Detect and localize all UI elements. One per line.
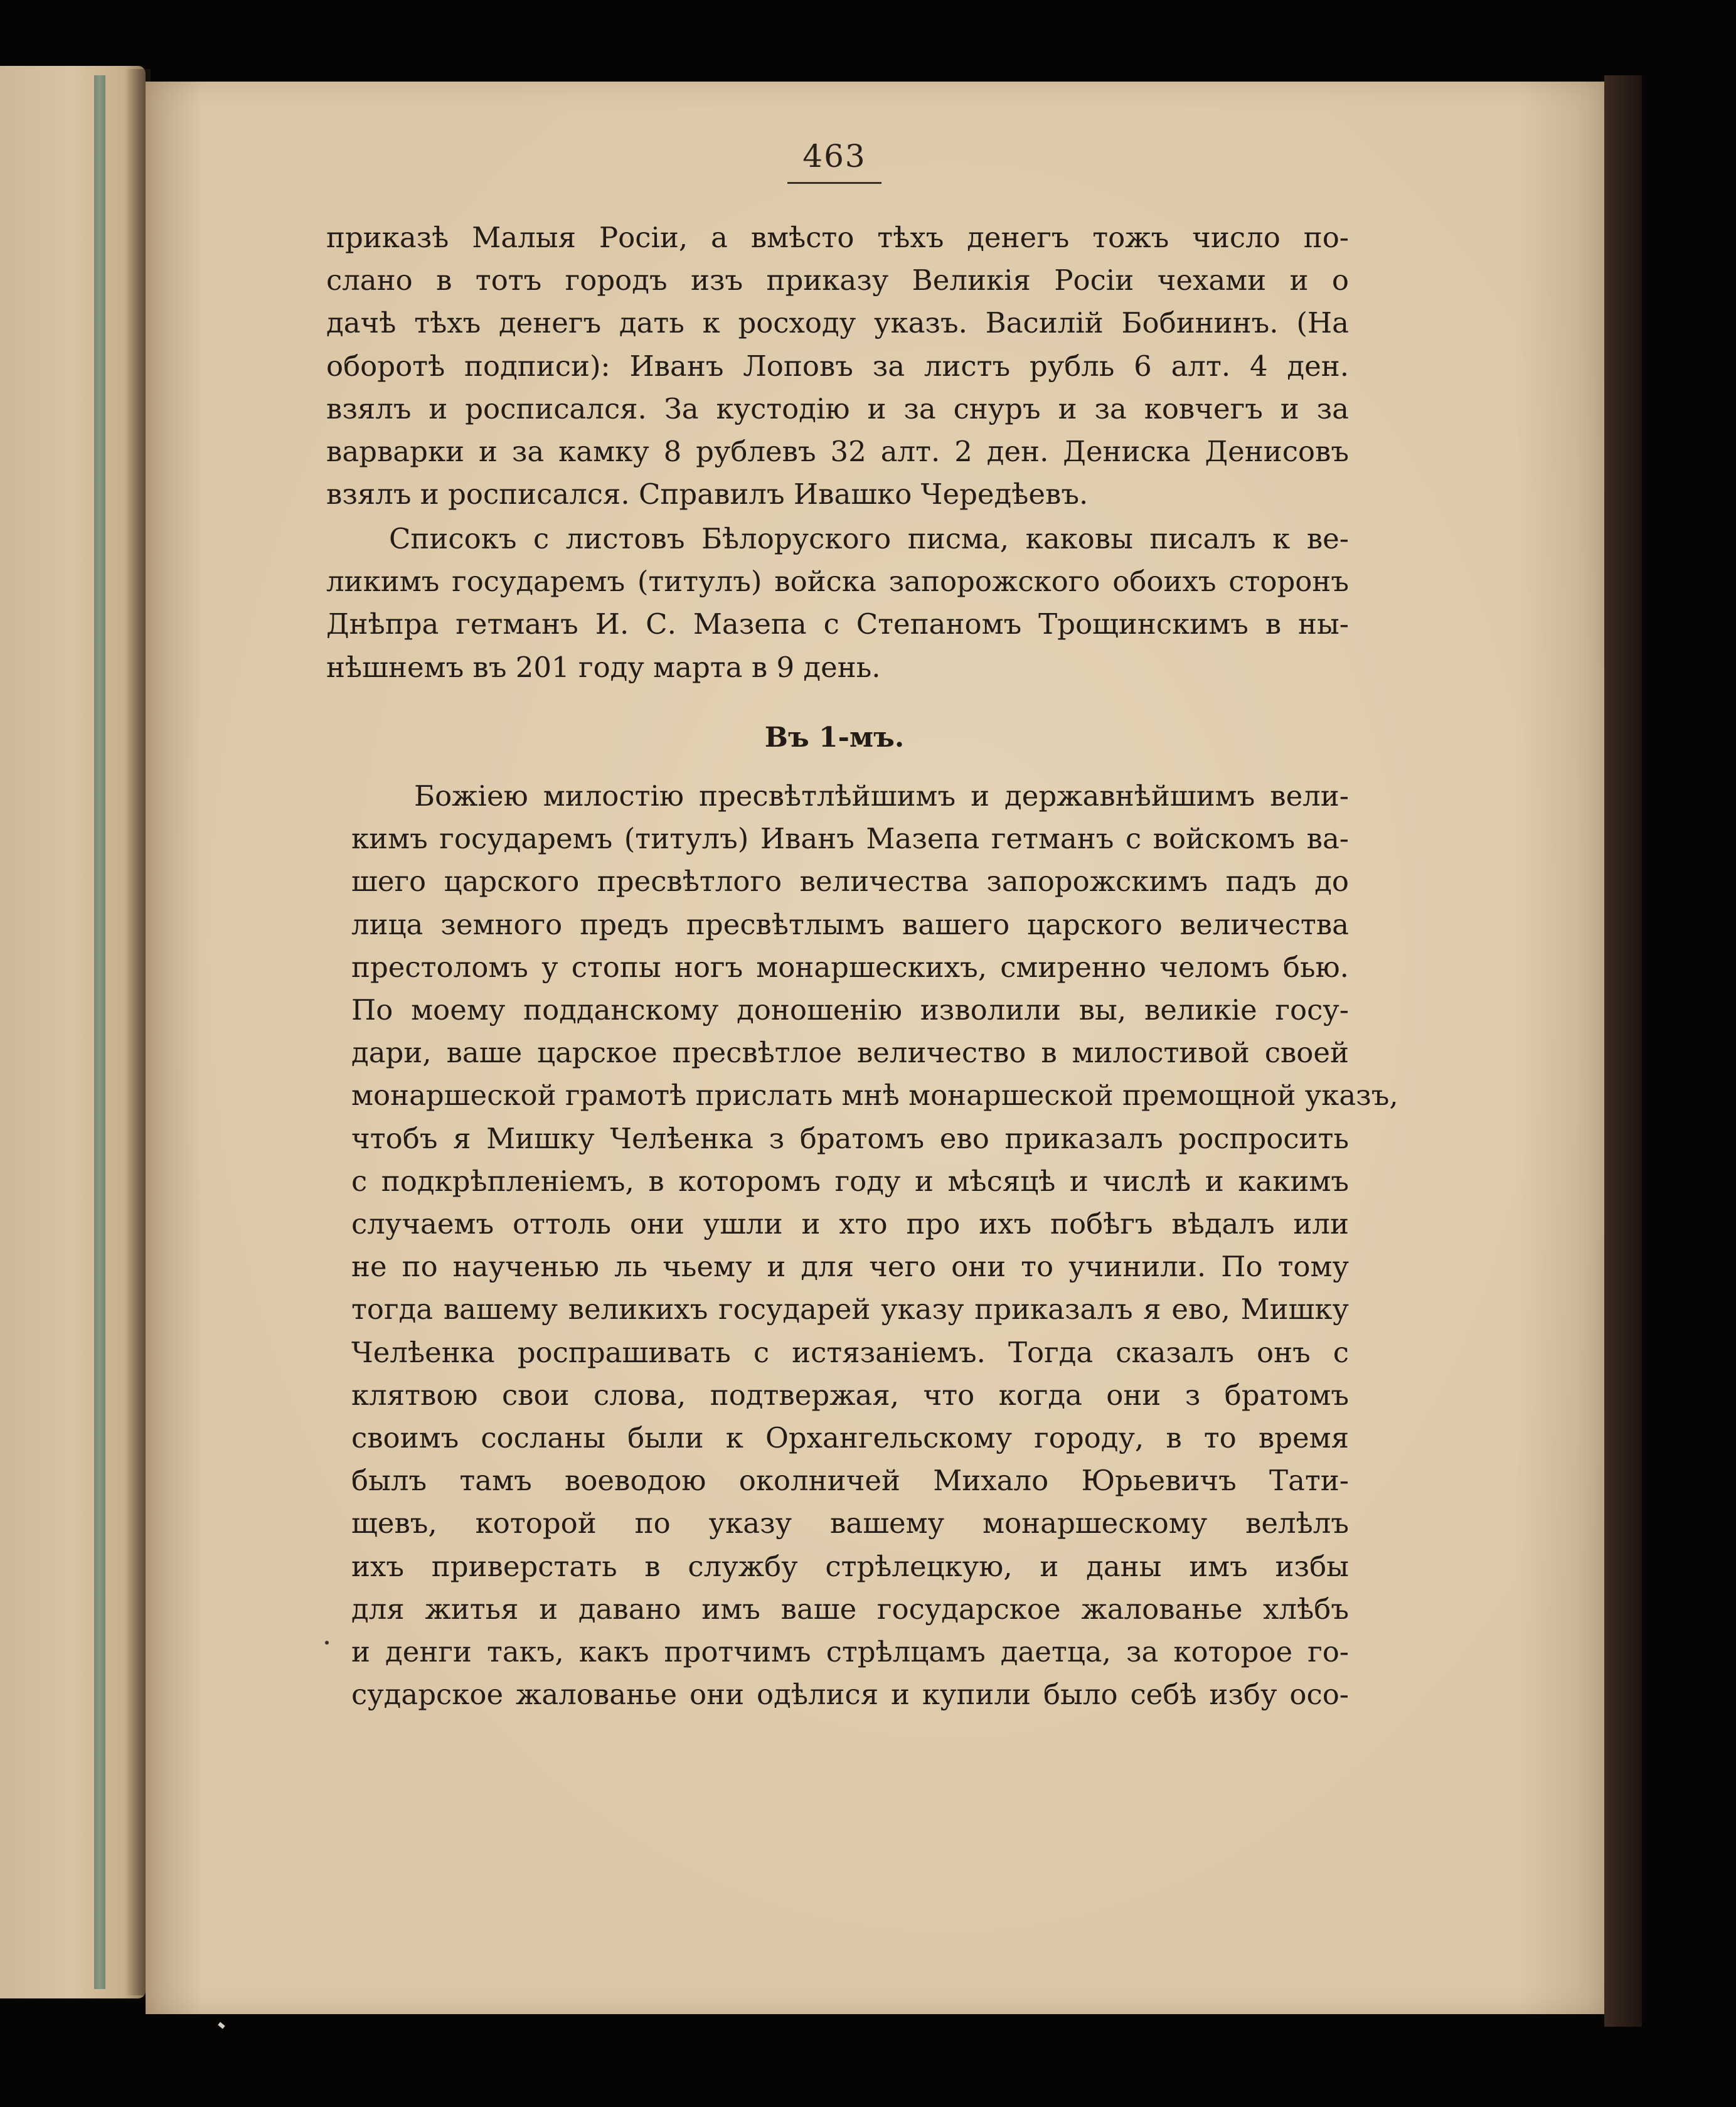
text-line: ликимъ государемъ (титулъ) войска запорожского обоихъ сторонъ xyxy=(326,565,1349,599)
page-number-rule xyxy=(787,182,881,184)
text-line: шего царского пресвѣтлого величества запорожскимъ падъ до xyxy=(351,865,1349,899)
book-spine-edge xyxy=(94,75,105,1989)
text-line: престоломъ у стопы ногъ монаршескихъ, смиренно челомъ бью. xyxy=(351,950,1349,984)
text-line: с подкрѣпленіемъ, в которомъ году и мѣсяцѣ и числѣ и какимъ xyxy=(351,1164,1349,1198)
text-line: случаемъ оттоль они ушли и хто про ихъ побѣгъ вѣдалъ или xyxy=(351,1207,1349,1241)
text-line: лица земного предъ пресвѣтлымъ вашего царского величества xyxy=(351,907,1349,941)
paragraph-2 xyxy=(326,518,1349,689)
text-line: дачѣ тѣхъ денегъ дать к росходу указъ. Василій Бобининъ. (На xyxy=(326,306,1349,340)
text-line: ихъ приверстать в службу стрѣлецкую, и даны имъ избы xyxy=(351,1549,1349,1583)
text-line: Списокъ с листовъ Бѣлоруского писма, каковы писалъ к ве- xyxy=(389,522,1349,555)
text-line: чтобъ я Мишку Челѣенка з братомъ ево приказалъ роспросить xyxy=(351,1121,1349,1155)
paragraph-3 xyxy=(351,775,1398,1716)
text-line: взялъ и росписался. Справилъ Ивашко Чередѣевъ. xyxy=(326,477,1089,511)
text-line: своимъ сосланы были к Орхангельскому городу, в то время xyxy=(351,1421,1349,1455)
text-line: Челѣенка роспрашивать с истязаніемъ. Тогда сказалъ онъ с xyxy=(351,1335,1349,1369)
text-line: оборотѣ подписи): Иванъ Лоповъ за листъ рубль 6 алт. 4 ден. xyxy=(326,349,1349,383)
text-line: тогда вашему великихъ государей указу приказалъ я ево, Мишку xyxy=(351,1293,1349,1326)
text-line: для житья и давано имъ ваше государское жалованье хлѣбъ xyxy=(351,1592,1349,1626)
text-line: монаршеской грамотѣ прислать мнѣ монаршеской премощной указъ, xyxy=(351,1079,1398,1112)
text-line: Днѣпра гетманъ И. С. Мазепа с Степаномъ Трощинскимъ в ны- xyxy=(326,607,1349,641)
book-cover-board xyxy=(1604,75,1642,2027)
text-line: сударское жалованье они одѣлися и купили было себѣ избу осо- xyxy=(351,1678,1349,1712)
text-line: слано в тотъ городъ изъ приказу Великія Росіи чехами и о xyxy=(326,264,1349,297)
section-heading: Въ 1-мъ. xyxy=(764,722,905,754)
text-line: кимъ государемъ (титулъ) Иванъ Мазепа гетманъ с войскомъ ва- xyxy=(351,822,1349,856)
text-line: взялъ и росписался. За кустодію и за снуръ и за ковчегъ и за xyxy=(326,392,1349,425)
text-line: варварки и за камку 8 рублевъ 32 алт. 2 ден. Дениска Денисовъ xyxy=(326,435,1349,469)
text-line: не по наученью ль чьему и для чего они то учинили. По тому xyxy=(351,1250,1349,1284)
scan-corner-mark xyxy=(218,2022,225,2029)
previous-page-edge xyxy=(0,66,146,1998)
paragraph-1 xyxy=(326,216,1349,516)
text-line: нѣшнемъ въ 201 году марта в 9 день. xyxy=(326,650,881,684)
text-line: приказѣ Малыя Росіи, а вмѣсто тѣхъ денегъ тожъ число по- xyxy=(326,221,1349,254)
text-line: щевъ, которой по указу вашему монаршескому велѣлъ xyxy=(351,1507,1349,1540)
page-number: 463 xyxy=(802,138,866,174)
text-line: клятвою свои слова, подтвержая, что когда они з братомъ xyxy=(351,1378,1349,1412)
text-line: По моему подданскому доношенію изволили вы, великіе госу- xyxy=(351,993,1349,1027)
text-line: Божіею милостію пресвѣтлѣйшимъ и державнѣйшимъ вели- xyxy=(414,779,1349,813)
ink-speck xyxy=(325,1641,329,1645)
text-line: и денги такъ, какъ протчимъ стрѣлцамъ даетца, за которое го- xyxy=(351,1635,1349,1669)
text-line: былъ тамъ воеводою околничей Михало Юрьевичъ Тати- xyxy=(351,1464,1349,1498)
text-line: дари, ваше царское пресвѣтлое величество в милостивой своей xyxy=(351,1036,1349,1070)
